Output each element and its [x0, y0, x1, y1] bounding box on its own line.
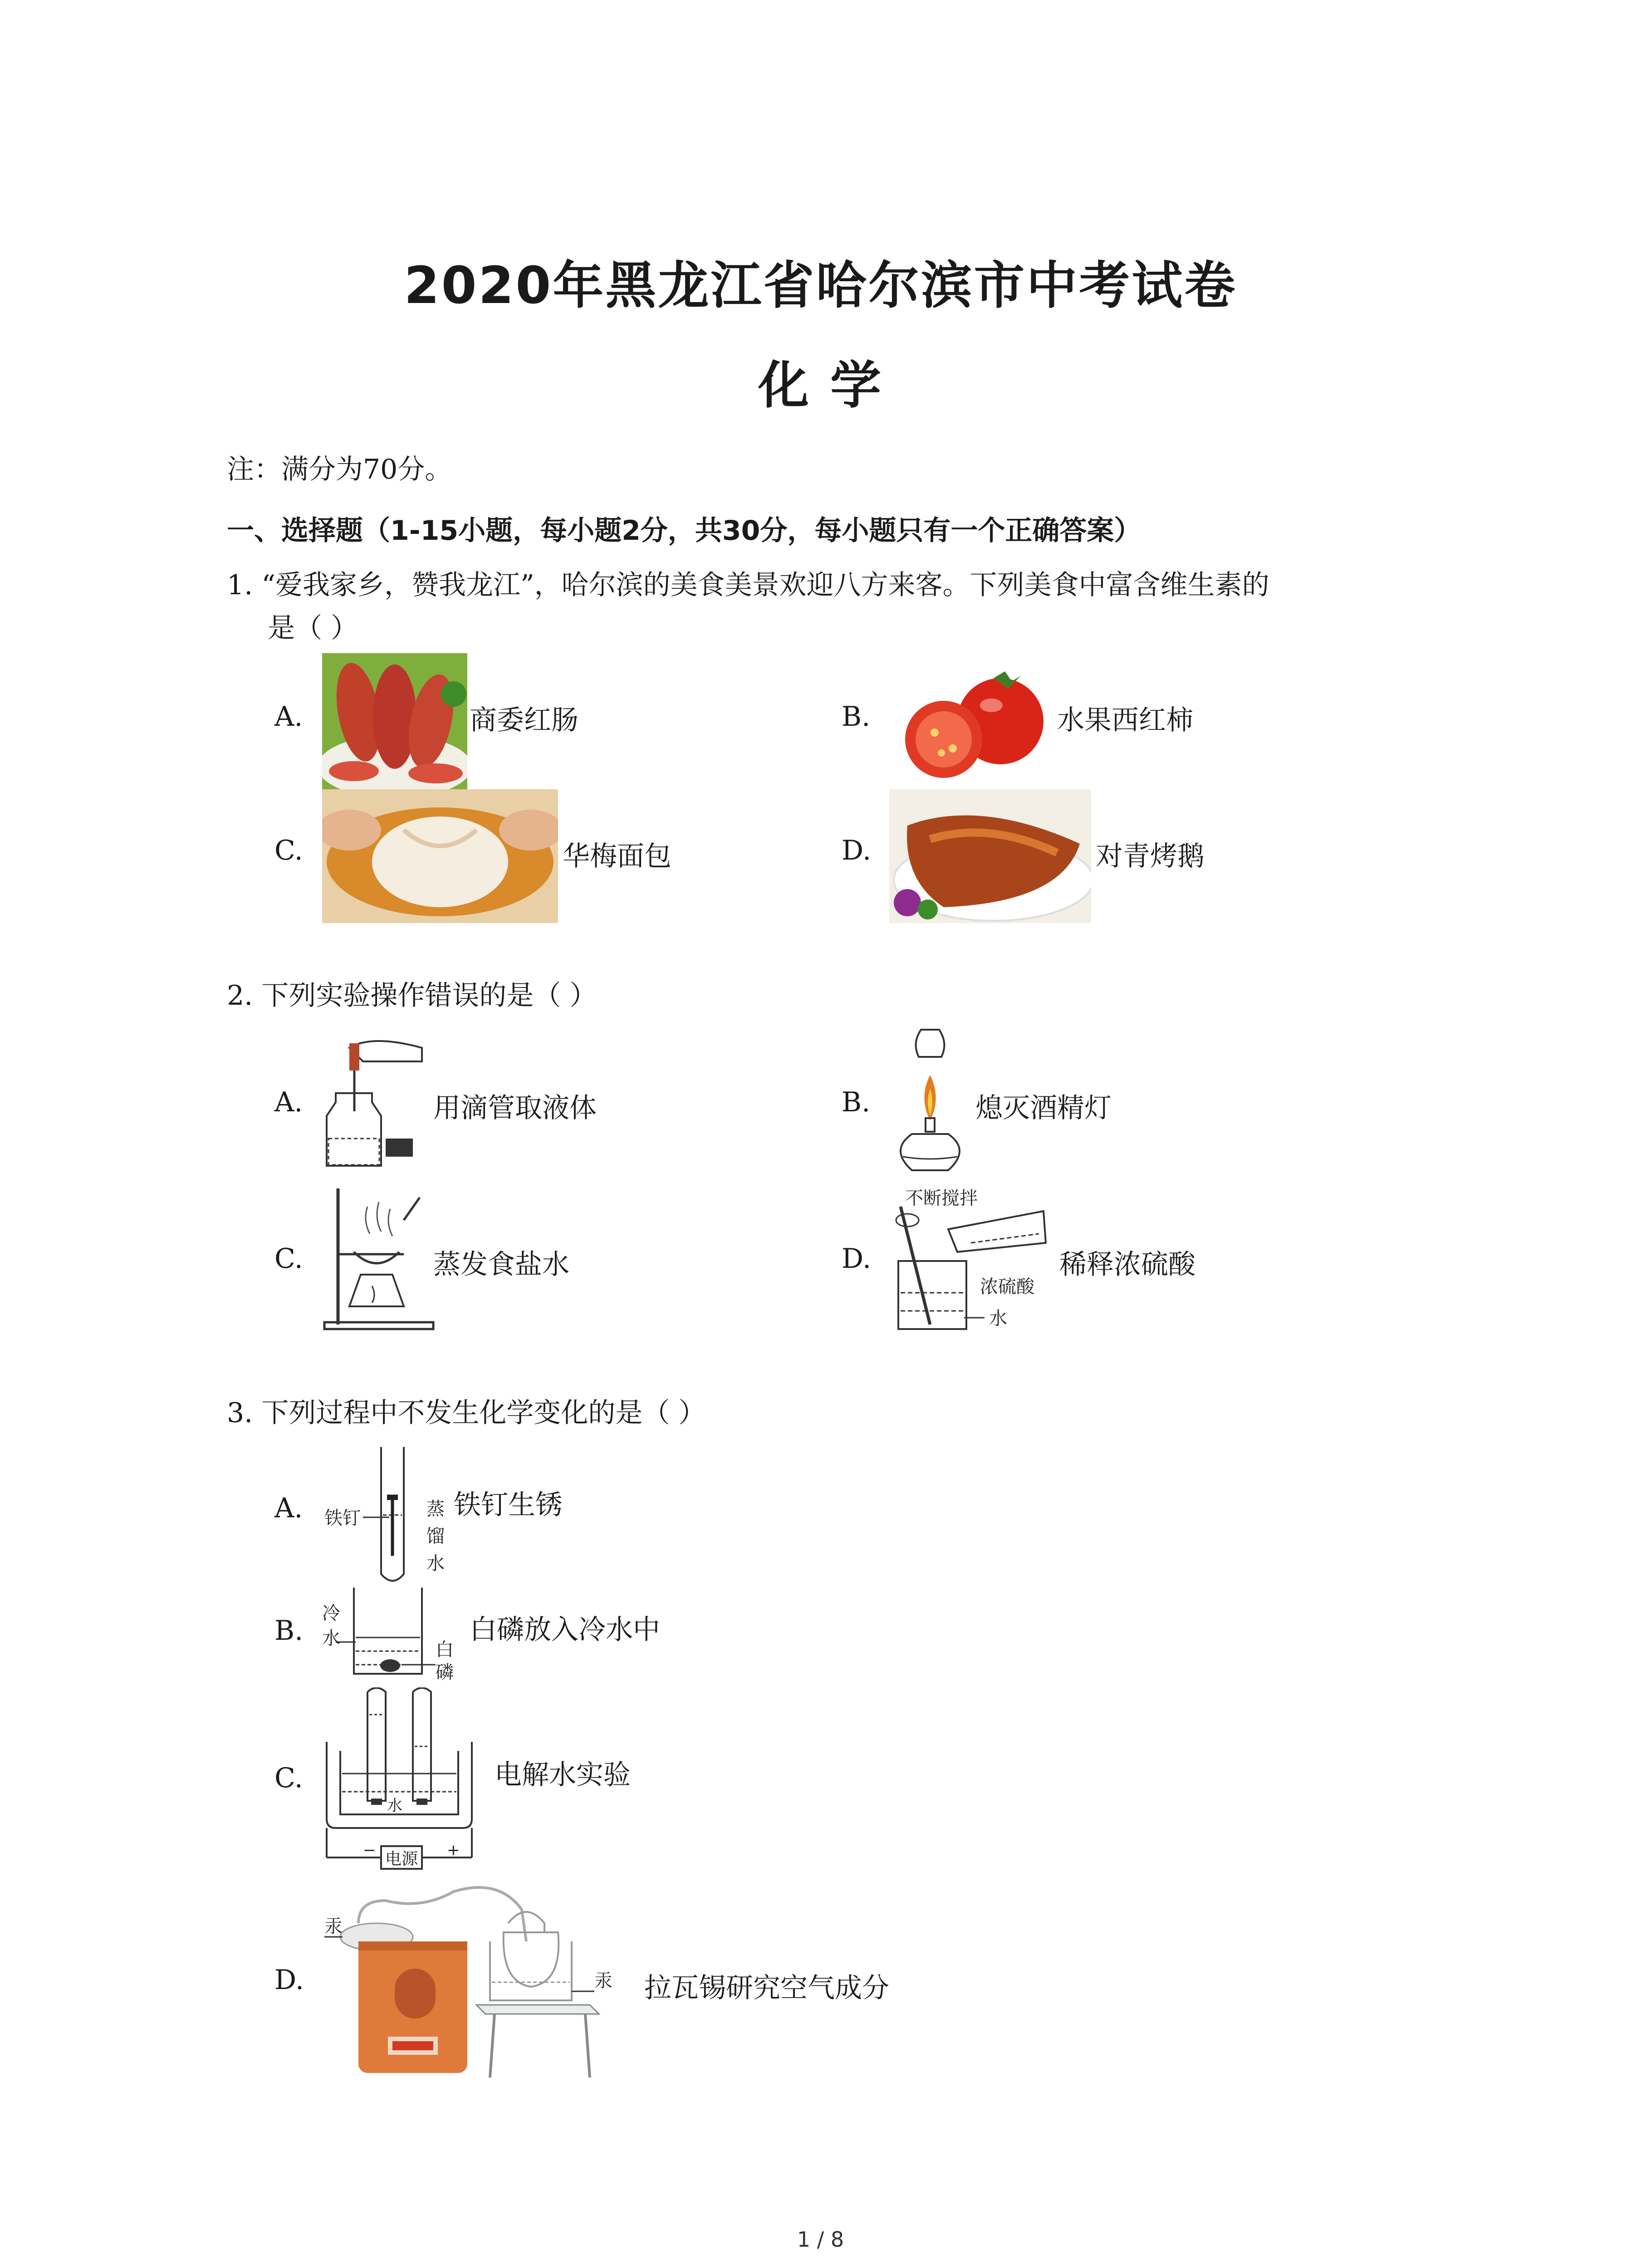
phosphorus-diagram: [318, 1583, 463, 1683]
roast-goose-image: [889, 789, 1091, 923]
negative-terminal: −: [363, 1841, 376, 1859]
water-tank-label: 水: [387, 1797, 402, 1815]
section-heading: 一、选择题（1-15小题，每小题2分，共30分，每小题只有一个正确答案）: [227, 515, 1141, 547]
q3-option-c-letter: C.: [274, 1762, 303, 1794]
q1-stem-line1: 1. “爱我家乡，赞我龙江”，哈尔滨的美食美景欢迎八方来客。下列美食中富含维生素的: [227, 569, 1269, 601]
page-subtitle: 化 学: [758, 356, 883, 415]
q3-option-d-label: 拉瓦锡研究空气成分: [644, 1972, 889, 2004]
sausage-image: [322, 653, 467, 789]
q1-option-c-label: 华梅面包: [563, 841, 671, 872]
q2-stem: 2. 下列实验操作错误的是（ ）: [227, 980, 597, 1012]
acid-label: 浓硫酸: [980, 1276, 1034, 1297]
page-title: 2020年黑龙江省哈尔滨市中考试卷: [404, 256, 1237, 315]
q2-option-a-letter: A.: [274, 1086, 303, 1118]
water-label: 水: [989, 1308, 1007, 1329]
q1-option-d-letter: D.: [842, 835, 872, 866]
dilute-acid-diagram: [889, 1188, 1062, 1334]
distilled-label-2: 馏: [426, 1526, 445, 1547]
q1-option-d-label: 对青烤鹅: [1096, 841, 1205, 872]
q2-option-a-label: 用滴管取液体: [433, 1092, 597, 1124]
q3-option-b-label: 白磷放入冷水中: [470, 1614, 660, 1646]
q2-option-b-label: 熄灭酒精灯: [975, 1092, 1112, 1124]
page-number: 1 / 8: [797, 2227, 844, 2252]
iron-nail-diagram: [322, 1442, 458, 1592]
distilled-label-1: 蒸: [426, 1499, 445, 1520]
phosphorus-label-2: 磷: [436, 1662, 454, 1683]
evaporation-diagram: [318, 1184, 436, 1331]
q2-option-d-letter: D.: [842, 1243, 872, 1275]
mercury-label-right: 汞: [594, 1970, 612, 1991]
q2-option-b-letter: B.: [842, 1086, 871, 1118]
dropper-diagram: [318, 1030, 436, 1170]
stir-label: 不断搅拌: [905, 1188, 978, 1209]
q3-option-b-letter: B.: [274, 1615, 304, 1647]
q2-option-d-label: 稀释浓硫酸: [1059, 1249, 1195, 1281]
bread-image: [322, 789, 558, 923]
q1-option-b-label: 水果西红柿: [1057, 704, 1193, 736]
q1-option-c-letter: C.: [274, 835, 303, 866]
q3-option-a-letter: A.: [274, 1492, 303, 1524]
phosphorus-label-1: 白: [436, 1639, 454, 1660]
electrolysis-diagram: [318, 1687, 481, 1878]
power-label: 电源: [385, 1850, 418, 1868]
q2-option-c-letter: C.: [274, 1243, 303, 1275]
cold-water-label-1: 冷: [322, 1603, 340, 1624]
q3-option-a-label: 铁钉生锈: [454, 1489, 563, 1521]
tomato-image: [889, 653, 1053, 789]
q1-option-a-letter: A.: [274, 701, 303, 733]
q1-option-b-letter: B.: [842, 701, 871, 733]
q2-option-c-label: 蒸发食盐水: [433, 1249, 569, 1281]
distilled-label-3: 水: [426, 1553, 445, 1574]
q3-option-c-label: 电解水实验: [495, 1759, 631, 1791]
q3-option-d-letter: D.: [274, 1964, 304, 1996]
lavoisier-diagram: [318, 1882, 626, 2082]
q1-stem-line2: 是（ ）: [268, 612, 358, 644]
q3-stem: 3. 下列过程中不发生化学变化的是（ ）: [227, 1397, 706, 1429]
mercury-label-left: 汞: [324, 1916, 343, 1937]
score-note: 注：满分为70分。: [227, 454, 452, 485]
positive-terminal: +: [447, 1841, 460, 1859]
cold-water-label-2: 水: [322, 1628, 340, 1649]
nail-label: 铁钉: [324, 1508, 361, 1529]
alcohol-lamp-diagram: [885, 1025, 975, 1175]
q1-option-a-label: 商委红肠: [470, 704, 578, 736]
